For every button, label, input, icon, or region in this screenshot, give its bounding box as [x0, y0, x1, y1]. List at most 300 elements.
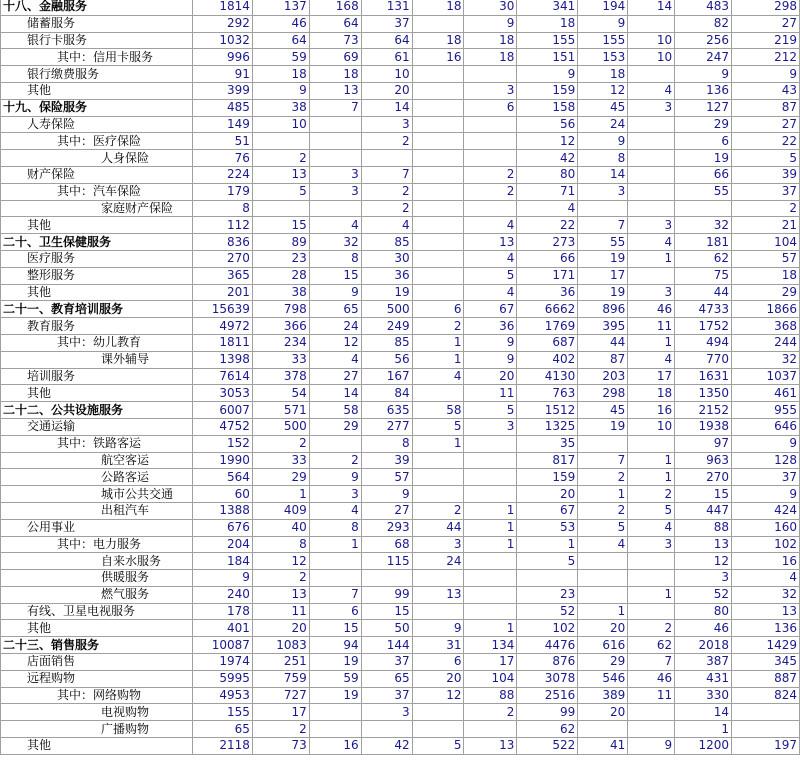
table-cell[interactable]: 896 [578, 301, 628, 318]
row-label[interactable]: 其中：电力服务 [1, 536, 193, 553]
table-cell[interactable]: 50 [361, 620, 412, 637]
table-cell[interactable] [252, 133, 309, 150]
table-cell[interactable]: 18 [517, 15, 578, 32]
table-cell[interactable]: 35 [517, 435, 578, 452]
table-cell[interactable] [309, 553, 361, 570]
table-cell[interactable]: 9 [464, 334, 517, 351]
table-cell[interactable]: 3 [309, 183, 361, 200]
table-cell[interactable] [464, 721, 517, 738]
table-cell[interactable]: 84 [361, 385, 412, 402]
table-cell[interactable]: 18 [464, 32, 517, 49]
table-cell[interactable]: 13 [675, 536, 732, 553]
table-cell[interactable]: 42 [517, 150, 578, 167]
table-cell[interactable]: 1 [628, 586, 675, 603]
table-cell[interactable] [361, 150, 412, 167]
row-label[interactable]: 其中：铁路客运 [1, 435, 193, 452]
row-label[interactable]: 出租汽车 [1, 502, 193, 519]
table-cell[interactable]: 9 [192, 570, 252, 587]
table-cell[interactable] [309, 200, 361, 217]
table-cell[interactable]: 298 [732, 0, 800, 15]
row-label[interactable]: 交通运输 [1, 418, 193, 435]
table-cell[interactable]: 13 [252, 586, 309, 603]
table-cell[interactable] [628, 150, 675, 167]
table-cell[interactable]: 5995 [192, 670, 252, 687]
table-cell[interactable]: 153 [578, 49, 628, 66]
table-cell[interactable]: 5 [732, 150, 800, 167]
table-cell[interactable]: 817 [517, 452, 578, 469]
table-cell[interactable]: 836 [192, 234, 252, 251]
table-cell[interactable]: 56 [361, 351, 412, 368]
table-cell[interactable]: 51 [192, 133, 252, 150]
table-cell[interactable]: 8 [252, 536, 309, 553]
table-cell[interactable]: 38 [252, 99, 309, 116]
table-cell[interactable]: 1037 [732, 368, 800, 385]
table-cell[interactable]: 12 [578, 82, 628, 99]
table-cell[interactable]: 1 [309, 536, 361, 553]
table-cell[interactable]: 7 [578, 217, 628, 234]
table-cell[interactable] [412, 82, 464, 99]
table-cell[interactable]: 1 [578, 486, 628, 503]
table-cell[interactable]: 159 [517, 82, 578, 99]
table-cell[interactable]: 646 [732, 418, 800, 435]
table-cell[interactable]: 1083 [252, 637, 309, 654]
table-cell[interactable]: 44 [578, 334, 628, 351]
table-cell[interactable]: 4 [517, 200, 578, 217]
table-cell[interactable]: 9 [675, 66, 732, 83]
table-cell[interactable] [464, 200, 517, 217]
table-cell[interactable]: 65 [361, 670, 412, 687]
table-cell[interactable]: 18 [309, 66, 361, 83]
table-cell[interactable]: 368 [732, 318, 800, 335]
table-cell[interactable] [578, 721, 628, 738]
table-cell[interactable]: 94 [309, 637, 361, 654]
table-cell[interactable]: 127 [675, 99, 732, 116]
table-cell[interactable]: 3 [628, 284, 675, 301]
row-label[interactable]: 城市公共交通 [1, 486, 193, 503]
table-cell[interactable]: 4130 [517, 368, 578, 385]
table-cell[interactable]: 204 [192, 536, 252, 553]
table-cell[interactable]: 876 [517, 654, 578, 671]
table-cell[interactable]: 75 [675, 267, 732, 284]
table-cell[interactable] [578, 435, 628, 452]
table-cell[interactable]: 27 [309, 368, 361, 385]
table-cell[interactable]: 19 [578, 250, 628, 267]
table-cell[interactable]: 7 [309, 586, 361, 603]
table-cell[interactable]: 571 [252, 402, 309, 419]
table-cell[interactable]: 1 [578, 603, 628, 620]
table-cell[interactable]: 12 [412, 687, 464, 704]
table-cell[interactable]: 389 [578, 687, 628, 704]
table-cell[interactable]: 99 [517, 704, 578, 721]
table-cell[interactable]: 10 [628, 49, 675, 66]
table-cell[interactable]: 102 [732, 536, 800, 553]
table-cell[interactable] [412, 116, 464, 133]
table-cell[interactable] [412, 469, 464, 486]
table-cell[interactable] [628, 166, 675, 183]
table-cell[interactable]: 19 [309, 654, 361, 671]
table-cell[interactable]: 5 [464, 267, 517, 284]
table-cell[interactable]: 770 [675, 351, 732, 368]
table-cell[interactable]: 104 [464, 670, 517, 687]
table-cell[interactable]: 42 [361, 738, 412, 755]
table-cell[interactable]: 16 [412, 49, 464, 66]
table-cell[interactable]: 9 [464, 15, 517, 32]
table-cell[interactable]: 14 [309, 385, 361, 402]
row-label[interactable]: 家庭财产保险 [1, 200, 193, 217]
table-cell[interactable]: 46 [628, 670, 675, 687]
row-label[interactable]: 人身保险 [1, 150, 193, 167]
table-cell[interactable]: 3 [628, 99, 675, 116]
table-cell[interactable]: 14 [628, 0, 675, 15]
table-cell[interactable]: 4 [464, 250, 517, 267]
table-cell[interactable]: 23 [517, 586, 578, 603]
row-label[interactable]: 公路客运 [1, 469, 193, 486]
table-cell[interactable]: 1769 [517, 318, 578, 335]
table-cell[interactable]: 4752 [192, 418, 252, 435]
table-cell[interactable]: 378 [252, 368, 309, 385]
table-cell[interactable]: 36 [517, 284, 578, 301]
table-cell[interactable]: 247 [675, 49, 732, 66]
table-cell[interactable]: 56 [517, 116, 578, 133]
table-cell[interactable]: 546 [578, 670, 628, 687]
table-cell[interactable] [464, 116, 517, 133]
table-cell[interactable]: 3053 [192, 385, 252, 402]
table-cell[interactable]: 144 [361, 637, 412, 654]
table-cell[interactable] [464, 66, 517, 83]
table-cell[interactable]: 99 [361, 586, 412, 603]
table-cell[interactable]: 18 [628, 385, 675, 402]
table-cell[interactable]: 167 [361, 368, 412, 385]
table-cell[interactable]: 58 [309, 402, 361, 419]
table-cell[interactable]: 3078 [517, 670, 578, 687]
table-cell[interactable]: 1 [628, 452, 675, 469]
table-cell[interactable]: 158 [517, 99, 578, 116]
table-cell[interactable]: 19 [361, 284, 412, 301]
table-cell[interactable]: 18 [464, 49, 517, 66]
table-cell[interactable]: 168 [309, 0, 361, 15]
table-cell[interactable]: 5 [412, 738, 464, 755]
row-label[interactable]: 培训服务 [1, 368, 193, 385]
table-cell[interactable]: 1866 [732, 301, 800, 318]
table-cell[interactable]: 67 [464, 301, 517, 318]
table-cell[interactable] [464, 570, 517, 587]
row-label[interactable]: 其他 [1, 284, 193, 301]
table-cell[interactable]: 85 [361, 334, 412, 351]
table-cell[interactable]: 251 [252, 654, 309, 671]
table-cell[interactable] [578, 200, 628, 217]
table-cell[interactable]: 292 [192, 15, 252, 32]
table-cell[interactable]: 32 [732, 351, 800, 368]
table-cell[interactable]: 65 [192, 721, 252, 738]
table-cell[interactable]: 85 [361, 234, 412, 251]
row-label[interactable]: 广播购物 [1, 721, 193, 738]
table-cell[interactable]: 18 [252, 66, 309, 83]
table-cell[interactable]: 4 [628, 519, 675, 536]
table-cell[interactable]: 2 [578, 469, 628, 486]
table-cell[interactable]: 59 [252, 49, 309, 66]
table-cell[interactable]: 2 [628, 620, 675, 637]
table-cell[interactable]: 564 [192, 469, 252, 486]
table-cell[interactable]: 137 [252, 0, 309, 15]
table-cell[interactable]: 66 [675, 166, 732, 183]
table-cell[interactable]: 14 [361, 99, 412, 116]
table-cell[interactable]: 60 [192, 486, 252, 503]
table-cell[interactable]: 10087 [192, 637, 252, 654]
table-cell[interactable]: 4733 [675, 301, 732, 318]
table-cell[interactable]: 22 [732, 133, 800, 150]
table-cell[interactable]: 18 [732, 267, 800, 284]
table-cell[interactable] [309, 570, 361, 587]
table-cell[interactable] [628, 267, 675, 284]
row-label[interactable]: 航空客运 [1, 452, 193, 469]
table-cell[interactable] [309, 150, 361, 167]
table-cell[interactable] [628, 183, 675, 200]
table-cell[interactable] [412, 486, 464, 503]
table-cell[interactable]: 2 [578, 502, 628, 519]
table-cell[interactable]: 3 [578, 183, 628, 200]
table-cell[interactable]: 20 [361, 82, 412, 99]
table-cell[interactable]: 36 [464, 318, 517, 335]
table-cell[interactable]: 11 [628, 318, 675, 335]
table-cell[interactable]: 4 [628, 234, 675, 251]
table-cell[interactable]: 9 [578, 133, 628, 150]
table-cell[interactable]: 10 [252, 116, 309, 133]
table-cell[interactable]: 19 [675, 150, 732, 167]
table-cell[interactable]: 65 [309, 301, 361, 318]
table-cell[interactable]: 9 [361, 486, 412, 503]
table-cell[interactable]: 9 [732, 435, 800, 452]
table-cell[interactable]: 20 [578, 704, 628, 721]
table-cell[interactable] [628, 133, 675, 150]
table-cell[interactable]: 955 [732, 402, 800, 419]
table-cell[interactable]: 2 [361, 133, 412, 150]
table-cell[interactable]: 763 [517, 385, 578, 402]
row-label[interactable]: 教育服务 [1, 318, 193, 335]
table-cell[interactable] [412, 183, 464, 200]
table-cell[interactable]: 687 [517, 334, 578, 351]
table-cell[interactable]: 4 [412, 368, 464, 385]
table-cell[interactable]: 20 [517, 486, 578, 503]
table-cell[interactable]: 244 [732, 334, 800, 351]
row-label[interactable]: 店面销售 [1, 654, 193, 671]
table-cell[interactable]: 17 [252, 704, 309, 721]
table-cell[interactable]: 2 [252, 570, 309, 587]
table-cell[interactable]: 13 [732, 603, 800, 620]
table-cell[interactable]: 8 [192, 200, 252, 217]
table-cell[interactable]: 1 [675, 721, 732, 738]
table-cell[interactable]: 61 [361, 49, 412, 66]
table-cell[interactable]: 10 [361, 66, 412, 83]
table-cell[interactable]: 54 [252, 385, 309, 402]
table-cell[interactable]: 29 [309, 418, 361, 435]
table-cell[interactable]: 10 [628, 418, 675, 435]
table-cell[interactable]: 115 [361, 553, 412, 570]
table-cell[interactable]: 6 [309, 603, 361, 620]
table-cell[interactable] [628, 116, 675, 133]
table-cell[interactable]: 136 [675, 82, 732, 99]
table-cell[interactable] [578, 586, 628, 603]
table-cell[interactable] [412, 99, 464, 116]
table-cell[interactable]: 19 [578, 284, 628, 301]
table-cell[interactable]: 9 [517, 66, 578, 83]
table-cell[interactable]: 431 [675, 670, 732, 687]
table-cell[interactable]: 181 [675, 234, 732, 251]
table-cell[interactable] [628, 435, 675, 452]
table-cell[interactable]: 4 [464, 284, 517, 301]
table-cell[interactable]: 1388 [192, 502, 252, 519]
table-cell[interactable]: 2 [412, 502, 464, 519]
table-cell[interactable]: 15 [361, 603, 412, 620]
table-cell[interactable]: 152 [192, 435, 252, 452]
table-cell[interactable]: 3 [464, 418, 517, 435]
table-cell[interactable]: 13 [309, 82, 361, 99]
table-cell[interactable]: 128 [732, 452, 800, 469]
table-cell[interactable]: 37 [732, 183, 800, 200]
table-cell[interactable]: 2 [732, 200, 800, 217]
row-label[interactable]: 其中：网络购物 [1, 687, 193, 704]
table-cell[interactable]: 1 [412, 334, 464, 351]
table-cell[interactable]: 45 [578, 402, 628, 419]
table-cell[interactable]: 46 [675, 620, 732, 637]
table-cell[interactable]: 20 [464, 368, 517, 385]
row-label[interactable]: 电视购物 [1, 704, 193, 721]
table-cell[interactable]: 203 [578, 368, 628, 385]
row-label[interactable]: 有线、卫星电视服务 [1, 603, 193, 620]
row-label[interactable]: 其他 [1, 385, 193, 402]
table-cell[interactable]: 69 [309, 49, 361, 66]
row-label[interactable]: 其中：汽车保险 [1, 183, 193, 200]
table-cell[interactable]: 131 [361, 0, 412, 15]
table-cell[interactable]: 4 [361, 217, 412, 234]
table-cell[interactable]: 20 [252, 620, 309, 637]
table-cell[interactable]: 53 [517, 519, 578, 536]
table-cell[interactable] [361, 570, 412, 587]
table-cell[interactable]: 112 [192, 217, 252, 234]
table-cell[interactable]: 212 [732, 49, 800, 66]
table-cell[interactable]: 6 [412, 301, 464, 318]
table-cell[interactable]: 67 [517, 502, 578, 519]
table-cell[interactable]: 365 [192, 267, 252, 284]
table-cell[interactable]: 1512 [517, 402, 578, 419]
table-cell[interactable]: 179 [192, 183, 252, 200]
table-cell[interactable]: 8 [309, 519, 361, 536]
table-cell[interactable]: 64 [361, 32, 412, 49]
table-cell[interactable]: 759 [252, 670, 309, 687]
row-label[interactable]: 其他 [1, 217, 193, 234]
table-cell[interactable]: 22 [517, 217, 578, 234]
table-cell[interactable] [628, 721, 675, 738]
table-cell[interactable]: 395 [578, 318, 628, 335]
table-cell[interactable] [412, 166, 464, 183]
table-cell[interactable]: 635 [361, 402, 412, 419]
table-cell[interactable]: 996 [192, 49, 252, 66]
table-cell[interactable]: 4 [628, 351, 675, 368]
table-cell[interactable]: 27 [732, 116, 800, 133]
table-cell[interactable]: 1 [412, 351, 464, 368]
table-cell[interactable]: 5 [628, 502, 675, 519]
table-cell[interactable]: 341 [517, 0, 578, 15]
table-cell[interactable] [628, 66, 675, 83]
table-cell[interactable]: 17 [628, 368, 675, 385]
table-cell[interactable]: 1 [464, 620, 517, 637]
row-label[interactable]: 自来水服务 [1, 553, 193, 570]
row-label[interactable]: 整形服务 [1, 267, 193, 284]
table-cell[interactable]: 20 [578, 620, 628, 637]
table-cell[interactable] [732, 721, 800, 738]
table-cell[interactable] [412, 570, 464, 587]
table-cell[interactable]: 41 [578, 738, 628, 755]
table-cell[interactable]: 59 [309, 670, 361, 687]
table-cell[interactable]: 57 [732, 250, 800, 267]
table-cell[interactable]: 4 [464, 217, 517, 234]
table-cell[interactable]: 201 [192, 284, 252, 301]
table-cell[interactable]: 963 [675, 452, 732, 469]
table-cell[interactable]: 11 [252, 603, 309, 620]
table-cell[interactable] [578, 570, 628, 587]
table-cell[interactable]: 159 [517, 469, 578, 486]
table-cell[interactable]: 727 [252, 687, 309, 704]
table-cell[interactable]: 9 [464, 351, 517, 368]
row-label[interactable]: 其他 [1, 82, 193, 99]
table-cell[interactable]: 66 [517, 250, 578, 267]
table-cell[interactable] [412, 133, 464, 150]
table-cell[interactable]: 1 [628, 334, 675, 351]
row-label[interactable]: 二十二、公共设施服务 [1, 402, 193, 419]
table-cell[interactable]: 4972 [192, 318, 252, 335]
table-cell[interactable]: 1631 [675, 368, 732, 385]
table-cell[interactable]: 23 [252, 250, 309, 267]
table-cell[interactable]: 18 [412, 32, 464, 49]
table-cell[interactable]: 15 [675, 486, 732, 503]
table-cell[interactable]: 4 [578, 536, 628, 553]
table-cell[interactable]: 12 [517, 133, 578, 150]
table-cell[interactable]: 55 [578, 234, 628, 251]
table-cell[interactable] [412, 217, 464, 234]
table-cell[interactable]: 402 [517, 351, 578, 368]
table-cell[interactable]: 6 [464, 99, 517, 116]
row-label[interactable]: 医疗服务 [1, 250, 193, 267]
table-cell[interactable]: 798 [252, 301, 309, 318]
table-cell[interactable]: 3 [412, 536, 464, 553]
table-cell[interactable]: 87 [732, 99, 800, 116]
table-cell[interactable]: 9 [732, 486, 800, 503]
table-cell[interactable] [412, 250, 464, 267]
table-cell[interactable] [309, 133, 361, 150]
table-cell[interactable] [412, 603, 464, 620]
table-cell[interactable]: 249 [361, 318, 412, 335]
row-label[interactable]: 二十、卫生保健服务 [1, 234, 193, 251]
table-cell[interactable]: 15 [309, 620, 361, 637]
table-cell[interactable] [628, 15, 675, 32]
table-cell[interactable]: 16 [628, 402, 675, 419]
table-cell[interactable]: 80 [517, 166, 578, 183]
table-cell[interactable]: 5 [412, 418, 464, 435]
table-cell[interactable]: 1350 [675, 385, 732, 402]
table-cell[interactable]: 194 [578, 0, 628, 15]
table-cell[interactable]: 5 [517, 553, 578, 570]
table-cell[interactable]: 9 [309, 469, 361, 486]
table-cell[interactable]: 46 [252, 15, 309, 32]
row-label[interactable]: 十八、金融服务 [1, 0, 193, 15]
table-cell[interactable]: 1200 [675, 738, 732, 755]
table-cell[interactable]: 7614 [192, 368, 252, 385]
table-cell[interactable]: 4476 [517, 637, 578, 654]
table-cell[interactable]: 44 [412, 519, 464, 536]
table-cell[interactable] [464, 586, 517, 603]
table-cell[interactable]: 62 [675, 250, 732, 267]
table-cell[interactable]: 102 [517, 620, 578, 637]
table-cell[interactable]: 155 [517, 32, 578, 49]
